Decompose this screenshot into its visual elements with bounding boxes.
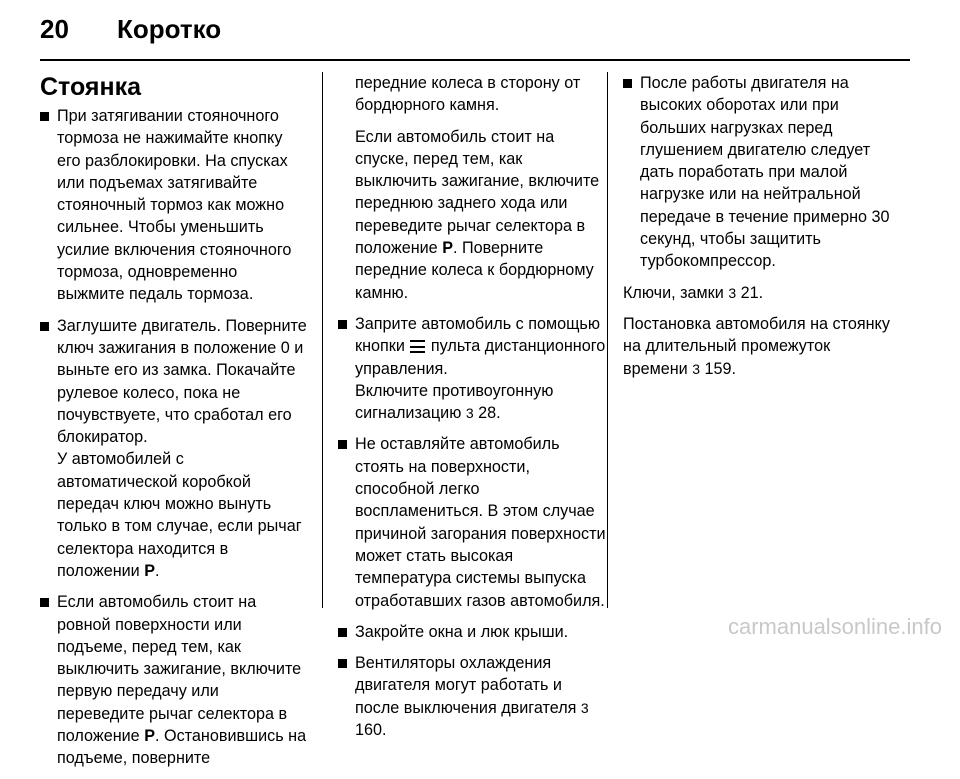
arrow-reference-icon: 3 bbox=[580, 699, 589, 716]
column-3 bbox=[623, 72, 891, 389]
list-item bbox=[623, 72, 891, 273]
arrow-reference-icon: 3 bbox=[728, 284, 737, 301]
gear-p-label: P bbox=[442, 239, 453, 258]
list-item bbox=[338, 621, 606, 643]
item-text-part: Заприте автомобиль с помощью кнопки bbox=[355, 314, 601, 356]
bullet-icon bbox=[40, 598, 49, 607]
sub-text: У автомобилей с автоматической коробкой передач ключ можно вынуть только в том случае, если рычаг селектора находится в положении bbox=[57, 450, 302, 580]
list-item bbox=[40, 105, 308, 306]
item-text bbox=[355, 313, 606, 380]
page-reference[interactable]: 28. bbox=[478, 404, 501, 423]
continued-paragraph bbox=[355, 126, 606, 304]
page-reference[interactable]: 159. bbox=[704, 359, 737, 378]
list-item bbox=[338, 433, 606, 611]
column-2 bbox=[338, 72, 606, 750]
list-item bbox=[40, 315, 308, 583]
bullet-icon bbox=[338, 659, 347, 668]
bullet-icon bbox=[338, 628, 347, 637]
list-item bbox=[338, 652, 606, 741]
parking-heading: Стоянка bbox=[40, 73, 142, 101]
bullet-icon bbox=[40, 322, 49, 331]
bullet-icon bbox=[338, 320, 347, 329]
list-item bbox=[40, 591, 308, 769]
item-text: При затягивании стояночного тормоза не нажимайте кнопку его разблокировки. На спусках или подъемах затягивайте стояночный тормоз как можно сильнее. Чтобы уменьшить усилие включения стояночного тормоза, одновременно выжмите педаль тормоза. bbox=[57, 107, 292, 304]
page-reference[interactable]: 160. bbox=[355, 721, 387, 740]
item-text-part: Вентиляторы охлаждения двигателя могут работать и после выключения двигателя bbox=[355, 654, 577, 717]
item-text: После работы двигателя на высоких оборотах или при больших нагрузках перед глушением двигателю следует дать поработать при малой нагрузке или на нейтральной передаче в течение примерно 30 секунд, чтобы защитить турбокомпрессор. bbox=[640, 74, 890, 271]
item-text-tail: . Остановившись на подъеме, поверните bbox=[57, 727, 307, 768]
paragraph-text: Если автомобиль стоит на спуске, перед тем, как выключить зажигание, включите переднюю заднего хода или переведите рычаг селектора в положение bbox=[355, 127, 600, 258]
reference-text: Ключи, замки bbox=[623, 283, 724, 302]
item-text: Закройте окна и люк крыши. bbox=[355, 622, 569, 641]
lock-button-icon bbox=[410, 340, 425, 353]
paragraph-tail: . Поверните передние колеса к бордюрному камню. bbox=[355, 239, 594, 302]
cross-reference-keys bbox=[623, 282, 891, 304]
page-number: 20 bbox=[40, 14, 69, 44]
item-text: Заглушите двигатель. Поверните ключ зажигания в положение 0 и выньте его из замка. Покачайте рулевое колесо, пока не почувствуете, что сработал его блокиратор. bbox=[57, 316, 307, 447]
item-text-part: пульта дистанционного управления. bbox=[355, 337, 606, 378]
item-text: Не оставляйте автомобиль стоять на поверхности, способной легко воспламениться. В этом случае причиной загорания поверхности может стать высокая температура системы выпуска отработавших газов автомобиля. bbox=[355, 435, 606, 610]
arrow-reference-icon: 3 bbox=[465, 405, 474, 422]
cross-reference-long-parking bbox=[623, 313, 891, 380]
watermark: carmanualsonline.info bbox=[727, 614, 942, 639]
gear-p-label: P bbox=[144, 561, 156, 580]
list-item bbox=[338, 313, 606, 424]
arrow-reference-icon: 3 bbox=[692, 360, 701, 377]
reference-text: Постановка автомобиля на стоянку на длительный промежуток времени bbox=[623, 314, 890, 378]
item-text-part: Если автомобиль стоит на ровной поверхности или подъеме, перед тем, как выключить зажигание, включите первую передачу или переведите рычаг селектора в положение bbox=[57, 593, 302, 746]
bullet-icon bbox=[623, 79, 632, 88]
gear-p-label: P bbox=[144, 727, 155, 746]
bullet-icon bbox=[40, 112, 49, 121]
page-reference[interactable]: 21. bbox=[740, 283, 764, 302]
sub-text: Включите противоугонную сигнализацию bbox=[355, 381, 554, 423]
item-text bbox=[57, 591, 308, 769]
bullet-icon bbox=[338, 440, 347, 449]
column-divider-1 bbox=[322, 72, 323, 608]
continued-text: передние колеса в сторону от бордюрного камня. bbox=[355, 74, 581, 115]
page-header bbox=[0, 0, 960, 56]
column-divider-2 bbox=[607, 72, 608, 608]
item-text bbox=[355, 652, 606, 741]
section-title: Коротко bbox=[117, 14, 222, 44]
column-1 bbox=[40, 72, 308, 779]
item-subparagraph: У автомобилей с автоматической коробкой передач ключ можно вынуть только в том случае, если рычаг селектора находится в положении P. bbox=[57, 450, 302, 580]
continued-item bbox=[355, 72, 606, 304]
item-subparagraph bbox=[355, 380, 606, 425]
header-divider bbox=[40, 59, 910, 61]
